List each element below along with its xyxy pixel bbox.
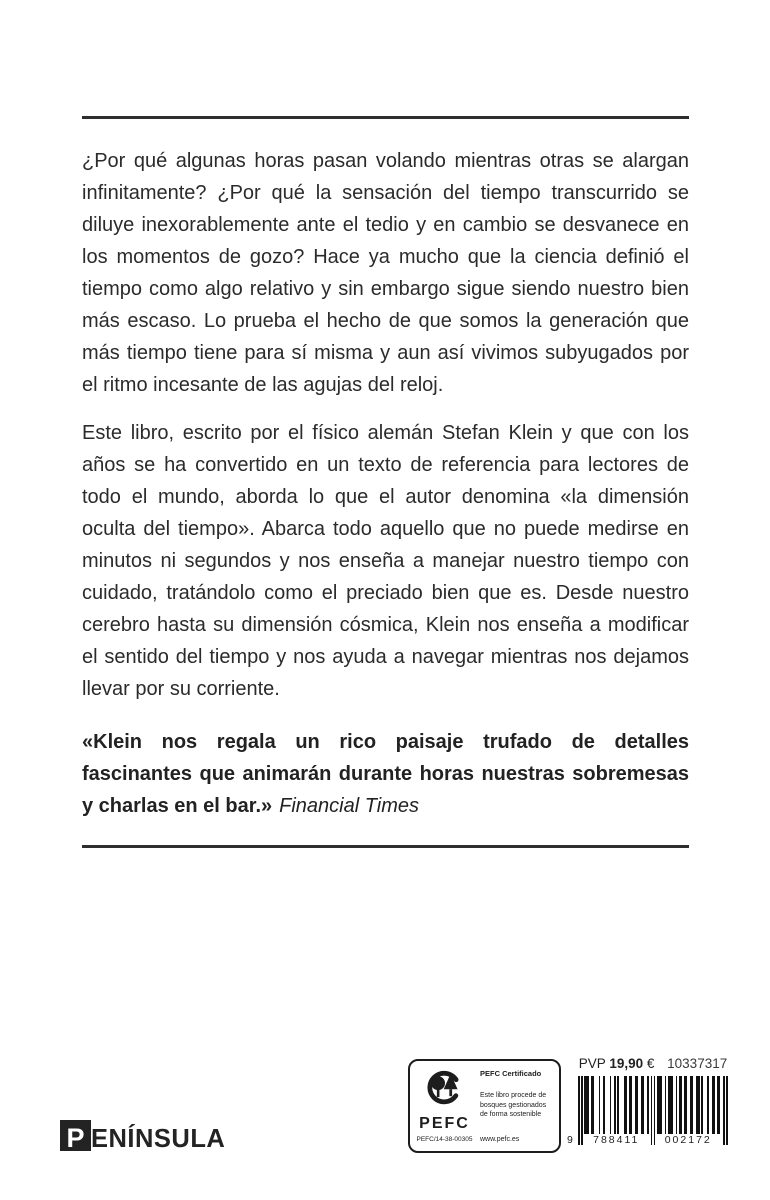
price-amount: 19,90 xyxy=(609,1056,644,1071)
top-rule xyxy=(82,116,689,119)
price-line xyxy=(578,1056,728,1071)
publisher-logo xyxy=(60,1120,225,1151)
price-barcode-block xyxy=(567,1056,728,1146)
pefc-text-column xyxy=(473,1067,554,1146)
back-cover-text-block xyxy=(82,0,689,848)
pefc-logo-column xyxy=(416,1067,473,1146)
publisher-logo-name: ENÍNSULA xyxy=(91,1124,226,1153)
barcode-digits-right: 002172 xyxy=(656,1134,721,1146)
barcode-digit-lead: 9 xyxy=(567,1134,573,1146)
barcode-digits-left: 788411 xyxy=(584,1134,649,1146)
price-currency: € xyxy=(646,1056,655,1071)
bottom-rule xyxy=(82,845,689,848)
synopsis-paragraph-2: Este libro, escrito por el físico alemán Stefan Klein y que con los años se ha convertido en un texto de referencia para lectores de todo el mundo, aborda lo que el autor denomina «la dimensión oculta del tiempo». Abarca todo aquello que no puede medirse en minutos ni segundos y nos enseña a manejar nuestro tiempo con cuidado, tratándolo como el preciado bien que es. Desde nuestro cerebro hasta su dimensión cósmica, Klein nos enseña a modificar el sentido del tiempo y nos ayuda a navegar mientras nos dejamos llevar por su corriente. xyxy=(82,422,689,700)
price-label: PVP xyxy=(578,1056,606,1071)
barcode-digits xyxy=(567,1134,728,1146)
pefc-url: www.pefc.es xyxy=(480,1136,520,1143)
review-quote: «Klein nos regala un rico paisaje trufado de detalles fascinantes que animarán durante horas nuestras sobremesas y charlas en el bar.» xyxy=(82,731,689,817)
pefc-title: PEFC Certificado xyxy=(480,1069,542,1078)
synopsis-paragraph-1: ¿Por qué algunas horas pasan volando mientras otras se alargan infinitamente? ¿Por qué la sensación del tiempo transcurrido se diluye inexorablemente ante el tedio y en cambio se desvanece en los momentos de gozo? Hace ya mucho que la ciencia definió el tiempo como algo relativo y sin embargo sigue siendo nuestro bien más escaso. Lo prueba el hecho de que somos la generación que más tiempo tiene para sí misma y aun así vivimos subyugados por el ritmo incesante de las agujas del reloj. xyxy=(82,150,689,396)
pefc-license-number: PEFC/14-38-00305 xyxy=(416,1136,473,1143)
price-reference: 10337317 xyxy=(667,1056,728,1071)
pefc-circle-trees-icon xyxy=(419,1067,471,1115)
pefc-certificate-box xyxy=(408,1059,561,1153)
pefc-wordmark: PEFC xyxy=(419,1115,470,1132)
press-review xyxy=(82,726,689,822)
pefc-description: Este libro procede de bosques gestionados de forma sostenible xyxy=(480,1092,547,1118)
ean-barcode xyxy=(567,1076,728,1146)
review-attribution: Financial Times xyxy=(279,795,419,817)
publisher-logo-initial: P xyxy=(60,1120,91,1151)
